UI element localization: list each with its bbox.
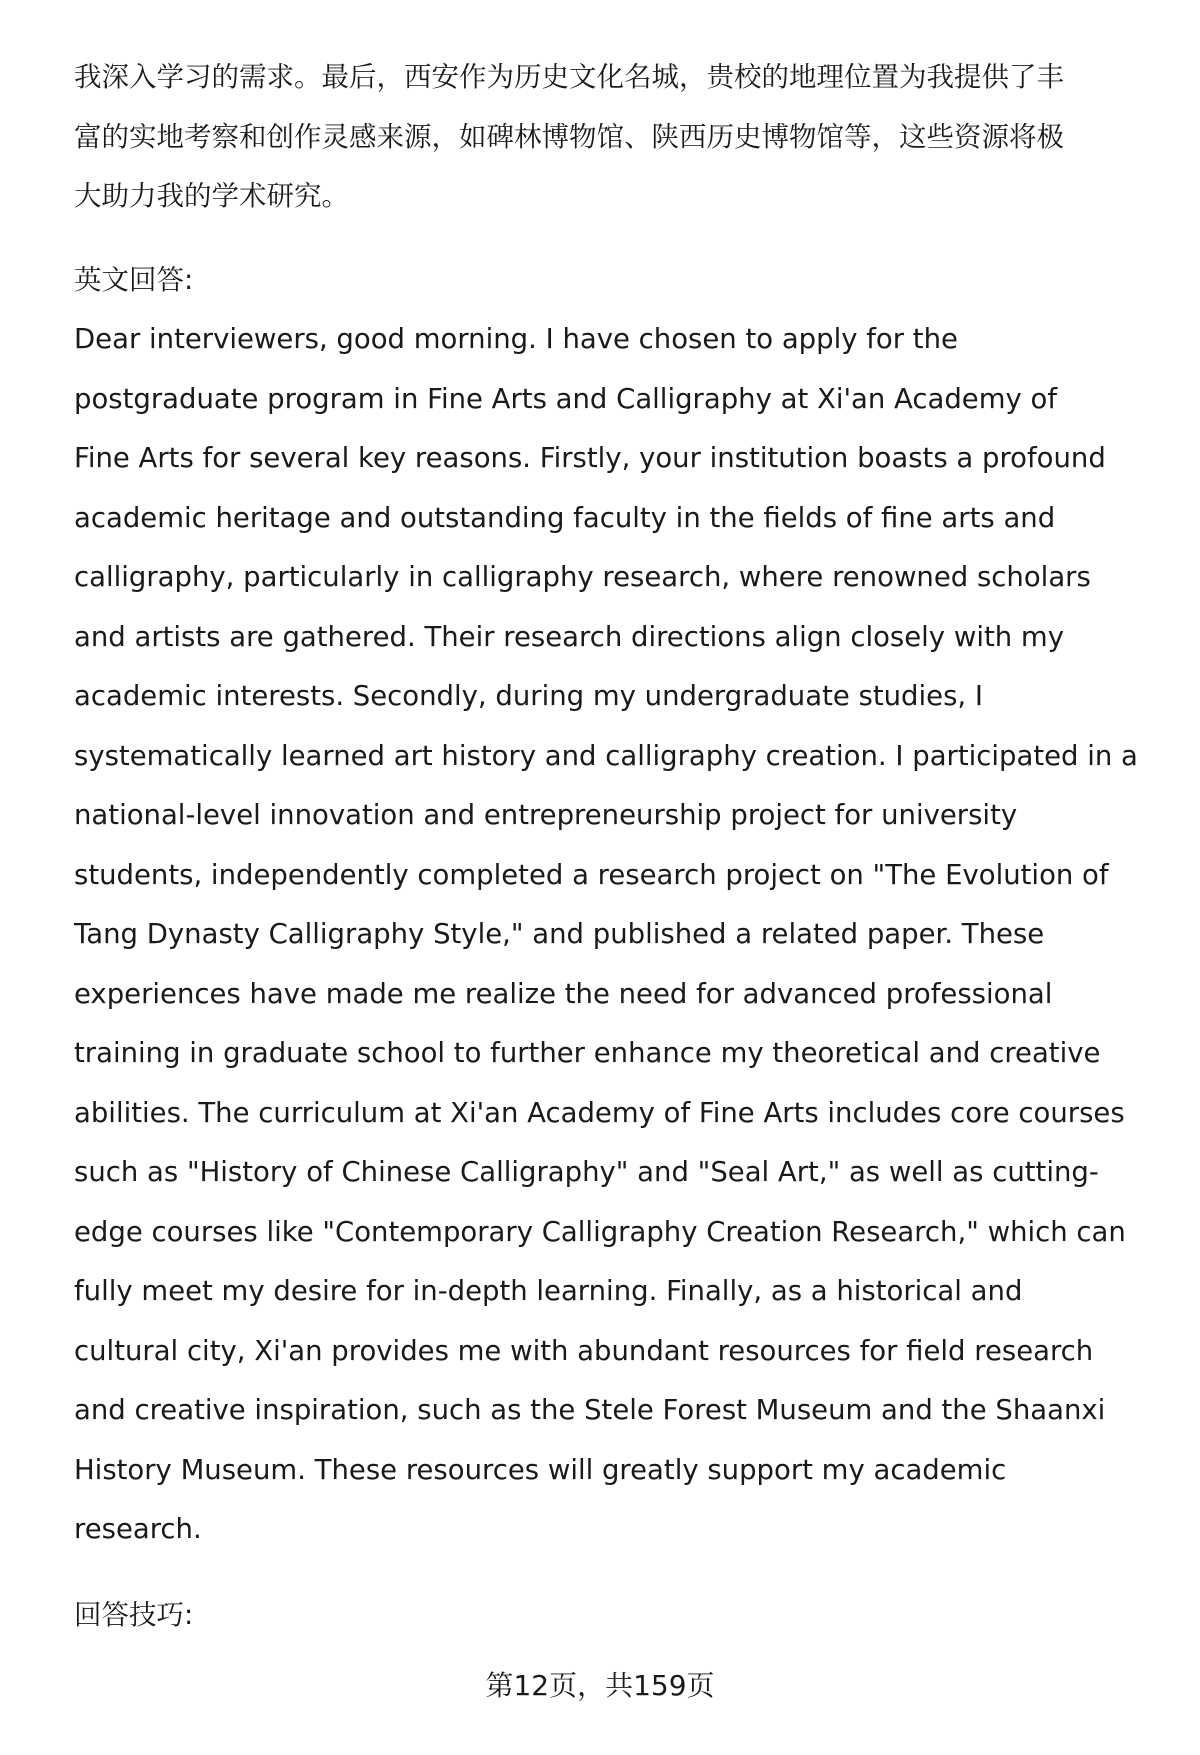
text-line: cultural city, Xi'an provides me with abundant resources for field research [74,1334,1094,1367]
text-line: training in graduate school to further enhance my theoretical and creative [74,1037,1101,1069]
text-line: fully meet my desire for in-depth learning. Finally, as a historical and [74,1275,1023,1307]
text-line: 我深入学习的需求。最后，西安作为历史文化名城，贵校的地理位置为我提供了丰 [74,61,1064,93]
text-line: national-level innovation and entrepreneurship project for university [74,799,1018,831]
text-line: Tang Dynasty Calligraphy Style," and published a related paper. These [74,918,1045,950]
page-number-footer: 第12页，共159页 [485,1669,715,1702]
text-line: calligraphy, particularly in calligraphy research, where renowned scholars [74,561,1091,593]
text-line: 富的实地考察和创作灵感来源，如碑林博物馆、陕西历史博物馆等，这些资源将极 [74,120,1064,153]
text-line: and artists are gathered. Their research directions align closely with my [74,620,1064,653]
english-answer-label: 英文回答: [74,263,194,296]
text-line: History Museum. These resources will greatly support my academic [74,1453,1007,1486]
text-line: Dear interviewers, good morning. I have chosen to apply for the [74,323,958,355]
text-line: abilities. The curriculum at Xi'an Academy of Fine Arts includes core courses [74,1096,1125,1129]
text-line: and creative inspiration, such as the Stele Forest Museum and the Shaanxi [74,1394,1106,1426]
text-line: such as "History of Chinese Calligraphy" and "Seal Art," as well as cutting- [74,1156,1099,1188]
page-content [74,48,1158,1645]
text-line: 大助力我的学术研究。 [74,180,349,212]
text-line: Fine Arts for several key reasons. Firstly, your institution boasts a profound [74,442,1106,474]
text-line: academic heritage and outstanding faculty in the fields of fine arts and [74,501,1056,534]
chinese-answer-paragraph [74,48,1158,227]
text-line: experiences have made me realize the need for advanced professional [74,977,1053,1010]
text-line: academic interests. Secondly, during my undergraduate studies, I [74,680,983,712]
text-line: students, independently completed a research project on "The Evolution of [74,858,1109,891]
text-line: systematically learned art history and calligraphy creation. I participated in a [74,739,1138,772]
text-line: edge courses like "Contemporary Calligraphy Creation Research," which can [74,1215,1126,1248]
answer-tips-label: 回答技巧: [74,1598,194,1631]
text-line: research. [74,1513,202,1545]
english-answer-paragraph [74,310,1158,1560]
text-line: postgraduate program in Fine Arts and Calligraphy at Xi'an Academy of [74,382,1058,415]
